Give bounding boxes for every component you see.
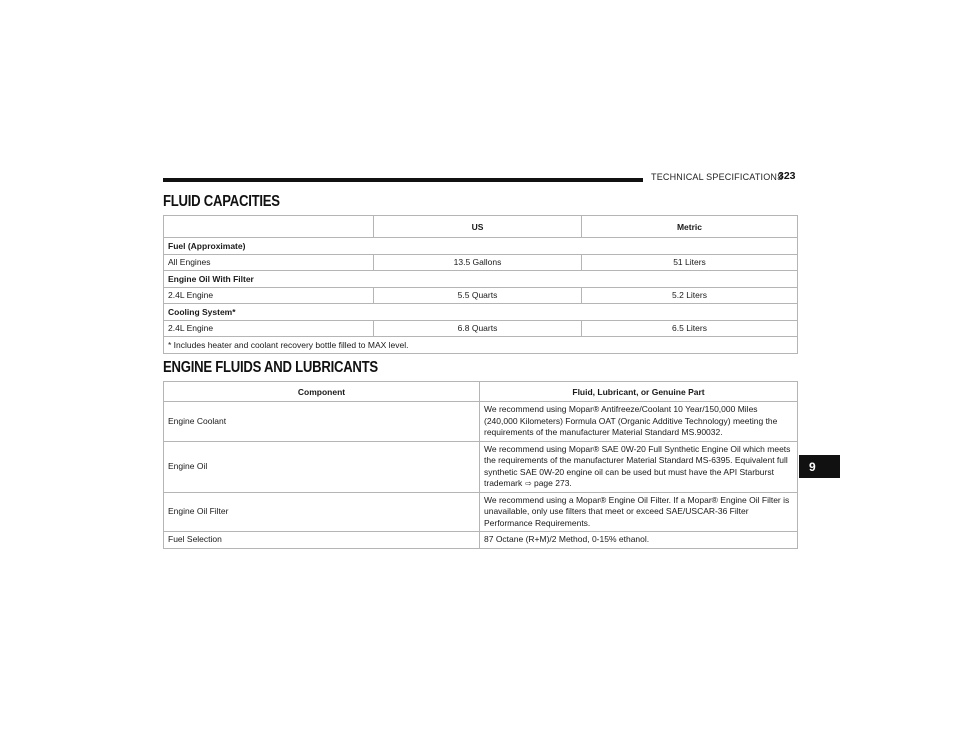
group-heading-row xyxy=(164,238,798,255)
fluid-cell xyxy=(480,441,798,492)
engine-fluids-table xyxy=(163,381,798,549)
footnote-row xyxy=(164,337,798,354)
table-row xyxy=(164,402,798,442)
row-label: 2.4L Engine xyxy=(164,320,374,337)
page-reference-link[interactable]: page 273. xyxy=(533,478,572,488)
engine-fluids-heading: ENGINE FLUIDS AND LUBRICANTS xyxy=(163,359,378,376)
chapter-tab[interactable]: 9 xyxy=(799,455,840,478)
metric-value: 5.2 Liters xyxy=(582,287,798,304)
column-header-component: Component xyxy=(164,382,480,402)
fluid-cell: We recommend using a Mopar® Engine Oil Filter. If a Mopar® Engine Oil Filter is unavailable, only use filters that meet or exceed SAE/USCAR-36 Filter Performance Requirements. xyxy=(480,492,798,532)
fluid-text: We recommend using Mopar® SAE 0W-20 Full Synthetic Engine Oil which meets the requirements of the manufacturer Material Standard MS-6395. Equivalent full synthetic SAE 0W-20 engine oil can be used but must have the API Starburst trademark xyxy=(484,443,791,488)
group-heading-row xyxy=(164,271,798,288)
group-heading-row xyxy=(164,304,798,321)
fluid-cell: 87 Octane (R+M)/2 Method, 0-15% ethanol. xyxy=(480,532,798,549)
table-header-row xyxy=(164,382,798,402)
component-cell: Engine Oil Filter xyxy=(164,492,480,532)
table-row xyxy=(164,441,798,492)
component-cell: Fuel Selection xyxy=(164,532,480,549)
component-cell: Engine Coolant xyxy=(164,402,480,442)
fluid-cell: We recommend using Mopar® Antifreeze/Coolant 10 Year/150,000 Miles (240,000 Kilometers) Formula OAT (Organic Additive Technology) meeting the requirements of the manufacturer Material Standard MS.90032. xyxy=(480,402,798,442)
running-header-section: TECHNICAL SPECIFICATIONS xyxy=(651,172,784,182)
group-heading: Cooling System* xyxy=(164,304,798,321)
table-row xyxy=(164,492,798,532)
column-header-fluid: Fluid, Lubricant, or Genuine Part xyxy=(480,382,798,402)
us-value: 6.8 Quarts xyxy=(374,320,582,337)
footnote: * Includes heater and coolant recovery bottle filled to MAX level. xyxy=(164,337,798,354)
metric-value: 6.5 Liters xyxy=(582,320,798,337)
column-header-metric: Metric xyxy=(582,216,798,238)
fluid-capacities-heading: FLUID CAPACITIES xyxy=(163,193,280,210)
table-row xyxy=(164,287,798,304)
page-number: 323 xyxy=(778,170,796,182)
table-header-row xyxy=(164,216,798,238)
table-row xyxy=(164,532,798,549)
column-header-blank xyxy=(164,216,374,238)
column-header-us: US xyxy=(374,216,582,238)
group-heading: Engine Oil With Filter xyxy=(164,271,798,288)
row-label: 2.4L Engine xyxy=(164,287,374,304)
table-row xyxy=(164,320,798,337)
metric-value: 51 Liters xyxy=(582,254,798,271)
header-rule xyxy=(163,178,643,182)
component-cell: Engine Oil xyxy=(164,441,480,492)
table-row xyxy=(164,254,798,271)
us-value: 5.5 Quarts xyxy=(374,287,582,304)
row-label: All Engines xyxy=(164,254,374,271)
cross-reference-arrow-icon: ⇨ xyxy=(525,479,532,488)
fluid-capacities-table xyxy=(163,215,798,354)
us-value: 13.5 Gallons xyxy=(374,254,582,271)
group-heading: Fuel (Approximate) xyxy=(164,238,798,255)
